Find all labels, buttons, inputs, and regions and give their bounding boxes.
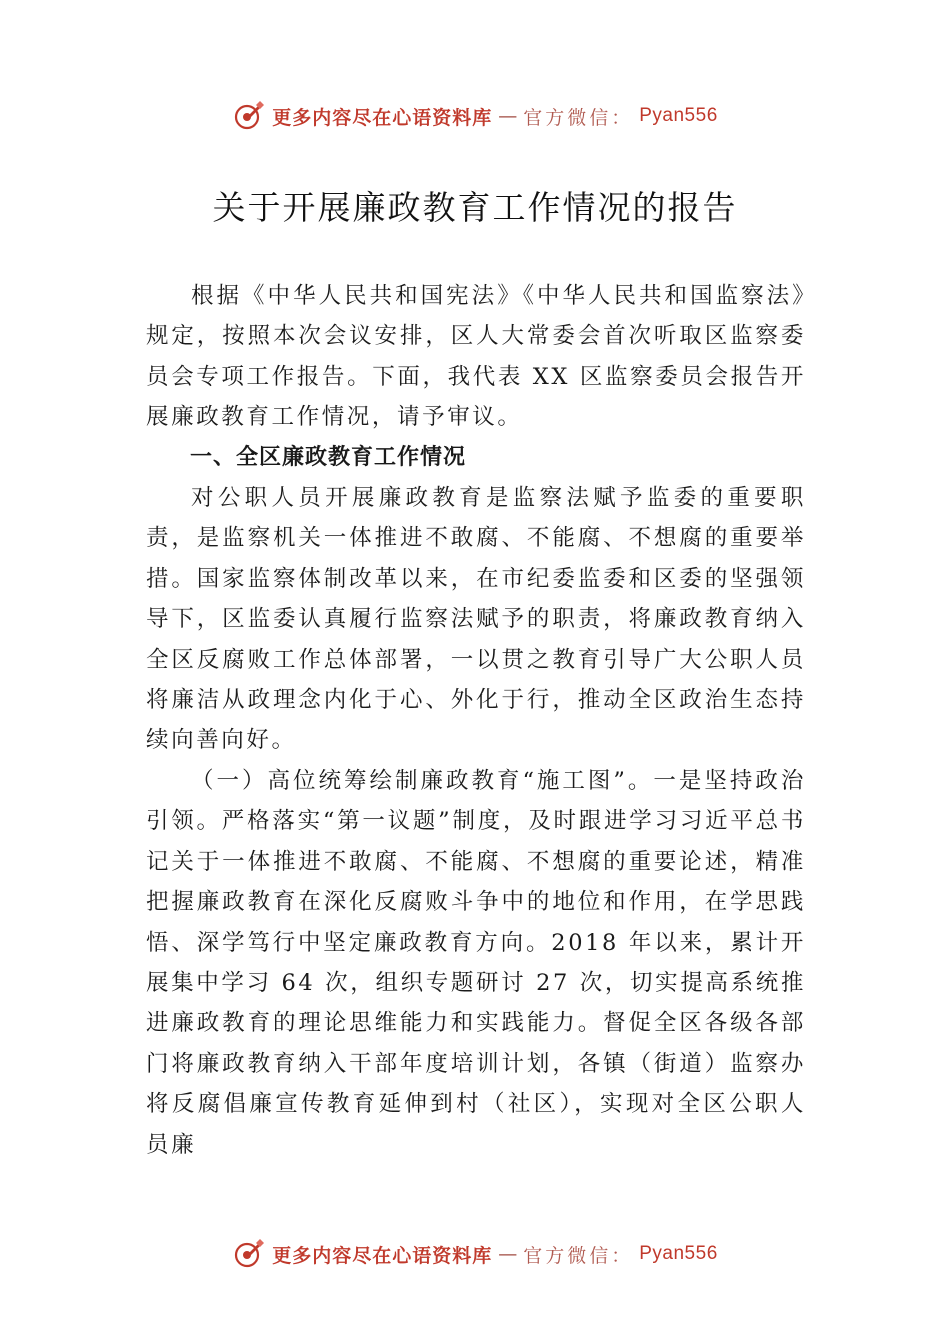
subsection-1-paragraph: （一）高位统筹绘制廉政教育“施工图”。一是坚持政治引领。严格落实“第一议题”制度，及时跟进学习习近平总书记关于一体推进不敢腐、不能腐、不想腐的重要论述，精准把握廉政教育在深化反腐败斗争中的地位和作用，在学思践悟、深学笃行中坚定廉政教育方向。2018 年以来，累计开展集中学习 64 次，组织专题研讨 27 次，切实提高系统推进廉政教育的理论思维能力和实践能力。督促全区各级各部门将廉政教育纳入干部年度培训计划，各镇（街道）监察办将反腐倡廉宣传教育延伸到村（社区），实现对全区公职人员廉	[146, 767, 806, 1158]
quill-pen-logo-icon	[232, 99, 266, 133]
document-body	[146, 276, 806, 1165]
watermark-wechat-handle: Pyan556	[639, 1243, 718, 1264]
watermark-separator: —	[498, 1243, 518, 1265]
watermark-brand-text: 更多内容尽在心语资料库	[272, 1244, 493, 1267]
watermark-wechat-label: 官方微信：	[523, 106, 634, 129]
footer-watermark	[0, 1234, 950, 1274]
document-title: 关于开展廉政教育工作情况的报告	[212, 188, 738, 227]
watermark-wechat-label: 官方微信：	[523, 1244, 634, 1267]
header-watermark	[0, 96, 950, 136]
quill-pen-logo-icon	[232, 1237, 266, 1271]
watermark-brand-text: 更多内容尽在心语资料库	[272, 106, 493, 129]
watermark-wechat-handle: Pyan556	[639, 105, 718, 126]
intro-paragraph: 根据《中华人民共和国宪法》《中华人民共和国监察法》规定，按照本次会议安排，区人大常委会首次听取区监察委员会专项工作报告。下面，我代表 XX 区监察委员会报告开展廉政教育工作情况，请予审议。	[146, 283, 806, 431]
section-1-paragraph: 对公职人员开展廉政教育是监察法赋予监委的重要职责，是监察机关一体推进不敢腐、不能腐、不想腐的重要举措。国家监察体制改革以来，在市纪委监委和区委的坚强领导下，区监委认真履行监察法赋予的职责，将廉政教育纳入全区反腐败工作总体部署，一以贯之教育引导广大公职人员将廉洁从政理念内化于心、外化于行，推动全区政治生态持续向善向好。	[146, 485, 806, 754]
section-heading-1: 一、全区廉政教育工作情况	[190, 444, 467, 470]
watermark-separator: —	[498, 105, 518, 127]
